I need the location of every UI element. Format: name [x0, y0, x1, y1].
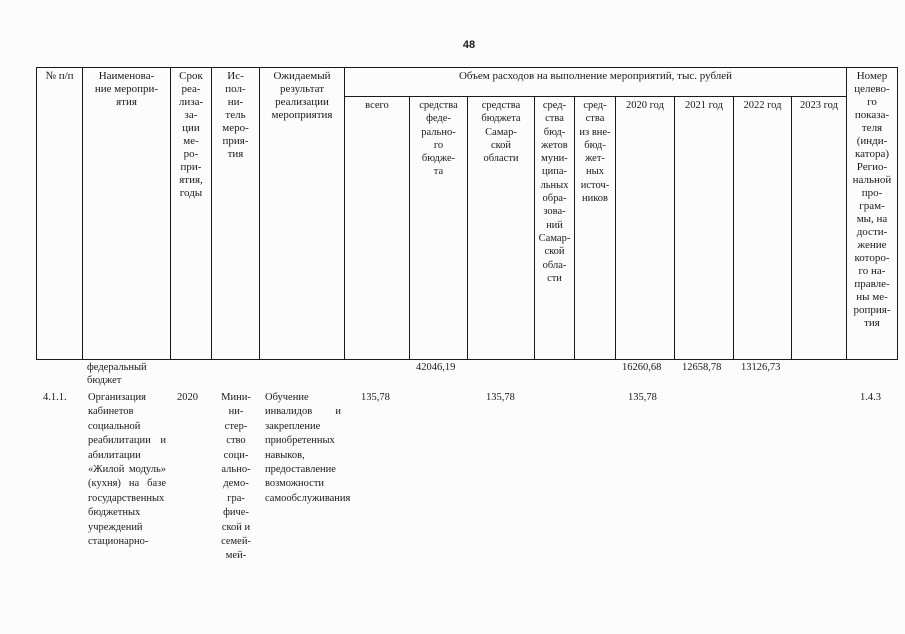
header-name: Наименова- ние меропри- ятия — [94, 70, 159, 108]
row-item-executor: Мини- ни- стер- ство соци- ально- демо- гра- фиче- ской и семей- мей- — [221, 392, 251, 562]
header-indicator: Номер целево- го показа- теля (инди- катора) Регио- нальной про- грам- мы, на дости- жение которо- го на- правле- ны ме- роприя- тия — [852, 70, 892, 329]
row-item-number: 4.1.1. — [43, 392, 67, 403]
row-federal-label: федеральный бюджет — [87, 362, 147, 386]
row-federal-2021: 12658,78 — [682, 362, 722, 373]
subheader-2021: 2021 год — [685, 100, 723, 111]
page-number: 48 — [462, 39, 476, 51]
header-number: № п/п — [45, 70, 74, 82]
row-divider — [344, 96, 847, 97]
row-item-indicator: 1.4.3 — [860, 392, 881, 403]
subheader-2023: 2023 год — [800, 100, 838, 111]
subheader-municipal-funds: сред- ства бюд- жетов муни- ципа- льных обра- зова- ний Самар- ской обла- сти — [538, 100, 571, 284]
subheader-federal-funds: средства феде- рально- го бюдже- та — [419, 100, 458, 178]
col-divider — [791, 96, 792, 360]
row-item-total: 135,78 — [361, 392, 390, 403]
col-divider — [674, 96, 675, 360]
col-divider — [615, 96, 616, 360]
col-divider — [733, 96, 734, 360]
header-expenses: Объем расходов на выполнение мероприятий, тыс. рублей — [458, 70, 733, 82]
row-federal-2020: 16260,68 — [622, 362, 662, 373]
row-item-name: Организация кабинетов социальной реабилитации и абилитации «Жилой модуль» (кухня) на базе государственных бюджетных учреждений стационарно- — [88, 392, 166, 548]
row-item-result: Обучение инвалидов и закрепление приобретенных навыков, предоставление возможности самообслуживания — [265, 392, 351, 504]
subheader-2022: 2022 год — [743, 100, 782, 111]
subheader-2020: 2020 год — [626, 100, 664, 111]
header-executor: Ис- пол- ни- тель меро- прия- тия — [222, 70, 249, 160]
row-federal-2022: 13126,73 — [741, 362, 781, 373]
subheader-extra-budget-funds: сред- ства из вне- бюд- жет- ных источ- ников — [579, 100, 611, 205]
subheader-regional-funds: средства бюджета Самар- ской области — [481, 100, 521, 165]
header-term: Срок реа- лиза- зa- ции ме- ро- при- ятия, годы — [178, 70, 204, 199]
subheader-total: всего — [365, 100, 389, 111]
row-item-term: 2020 — [177, 392, 198, 403]
col-divider — [82, 67, 83, 360]
row-item-regional-funds: 135,78 — [486, 392, 515, 403]
row-item-2020: 135,78 — [628, 392, 657, 403]
row-federal-federal-funds: 42046,19 — [416, 362, 456, 373]
header-expected-result: Ожидаемый результат реализации мероприятия — [271, 70, 333, 121]
